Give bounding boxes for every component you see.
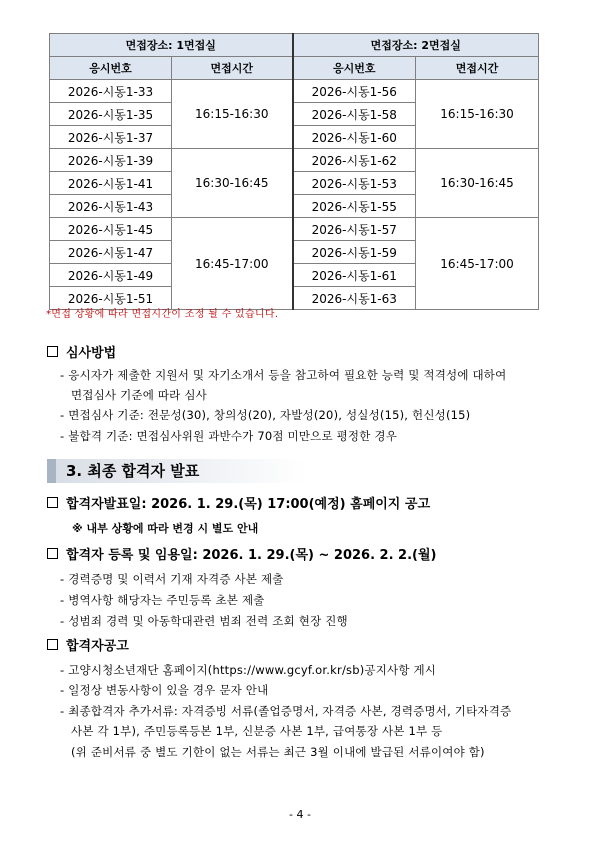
interview-schedule-table [49,33,539,310]
review-item: 면접심사 기준에 따라 심사 [71,388,207,402]
notice-heading [47,635,129,654]
notice-item: - 최종합격자 추가서류: 자격증빙 서류(졸업증명서, 자격증 사본, 경력증명서, 기타자격증 [60,704,512,718]
applicant-number: 2026-시동1-53 [293,172,416,195]
register-item: - 병역사항 해당자는 주민등록 초본 제출 [60,593,265,607]
interview-time: 16:15-16:30 [172,80,293,149]
notice-title: 합격자공고 [66,639,129,654]
applicant-number: 2026-시동1-37 [50,126,172,149]
section3-heading: 3. 최종 합격자 발표 [47,459,306,483]
applicant-number: 2026-시동1-58 [293,103,416,126]
review-heading [47,342,116,361]
applicant-number: 2026-시동1-60 [293,126,416,149]
room1-applicant-col: 응시번호 [50,57,172,80]
applicant-number: 2026-시동1-51 [50,287,172,310]
interview-time: 16:30-16:45 [172,149,293,218]
room2-applicant-col: 응시번호 [293,57,416,80]
notice-item: - 일정상 변동사항이 있을 경우 문자 안내 [60,683,269,697]
applicant-number: 2026-시동1-35 [50,103,172,126]
interview-time: 16:15-16:30 [416,80,539,149]
checkbox-square-icon [47,639,58,650]
review-item: - 불합격 기준: 면접심사위원 과반수가 70점 미만으로 평정한 경우 [60,429,398,443]
review-item: - 면접심사 기준: 전문성(30), 창의성(20), 자발성(20), 성실성(15), 헌신성(15) [60,408,471,422]
review-title: 심사방법 [66,346,117,361]
interview-time: 16:45-17:00 [172,218,293,310]
applicant-number: 2026-시동1-47 [50,241,172,264]
table-row [50,218,539,241]
applicant-number: 2026-시동1-43 [50,195,172,218]
room2-header: 면접장소: 2면접실 [293,34,539,57]
announce-note: ※ 내부 상황에 따라 변경 시 별도 안내 [72,522,259,535]
register-heading [47,544,436,563]
applicant-number: 2026-시동1-57 [293,218,416,241]
applicant-number: 2026-시동1-55 [293,195,416,218]
page-number: - 4 - [289,808,311,821]
checkbox-square-icon [47,346,58,357]
schedule-note: *면접 상황에 따라 면접시간이 조정 될 수 있습니다. [46,309,279,320]
checkbox-square-icon [47,548,58,559]
table-row [50,80,539,103]
applicant-number: 2026-시동1-59 [293,241,416,264]
review-item: - 응시자가 제출한 지원서 및 자기소개서 등을 참고하여 필요한 능력 및 적격성에 대하여 [60,368,507,382]
applicant-number: 2026-시동1-56 [293,80,416,103]
applicant-number: 2026-시동1-63 [293,287,416,310]
room1-time-col: 면접시간 [172,57,293,80]
checkbox-square-icon [47,497,58,508]
applicant-number: 2026-시동1-45 [50,218,172,241]
applicant-number: 2026-시동1-41 [50,172,172,195]
applicant-number: 2026-시동1-62 [293,149,416,172]
notice-item: - 고양시청소년재단 홈페이지(https://www.gcyf.or.kr/sb)공지사항 게시 [60,663,437,677]
room1-header: 면접장소: 1면접실 [50,34,293,57]
notice-item: 사본 각 1부), 주민등록등본 1부, 신분증 사본 1부, 급여통장 사본 1부 등 [71,724,443,738]
announce-text: 합격자발표일: 2026. 1. 29.(목) 17:00(예정) 홈페이지 공고 [66,497,431,512]
interview-time: 16:45-17:00 [416,218,539,310]
register-item: - 성범죄 경력 및 아동학대관련 범죄 전력 조회 현장 진행 [60,614,348,628]
applicant-number: 2026-시동1-39 [50,149,172,172]
applicant-number: 2026-시동1-61 [293,264,416,287]
notice-item: (위 준비서류 중 별도 기한이 없는 서류는 최근 3월 이내에 발급된 서류이여야 함) [71,745,485,759]
announce-heading [47,493,430,512]
table-row [50,149,539,172]
room2-time-col: 면접시간 [416,57,539,80]
applicant-number: 2026-시동1-33 [50,80,172,103]
interview-time: 16:30-16:45 [416,149,539,218]
applicant-number: 2026-시동1-49 [50,264,172,287]
register-item: - 경력증명 및 이력서 기재 자격증 사본 제출 [60,572,284,586]
register-text: 합격자 등록 및 임용일: 2026. 1. 29.(목) ~ 2026. 2. 2.(월) [66,548,437,563]
